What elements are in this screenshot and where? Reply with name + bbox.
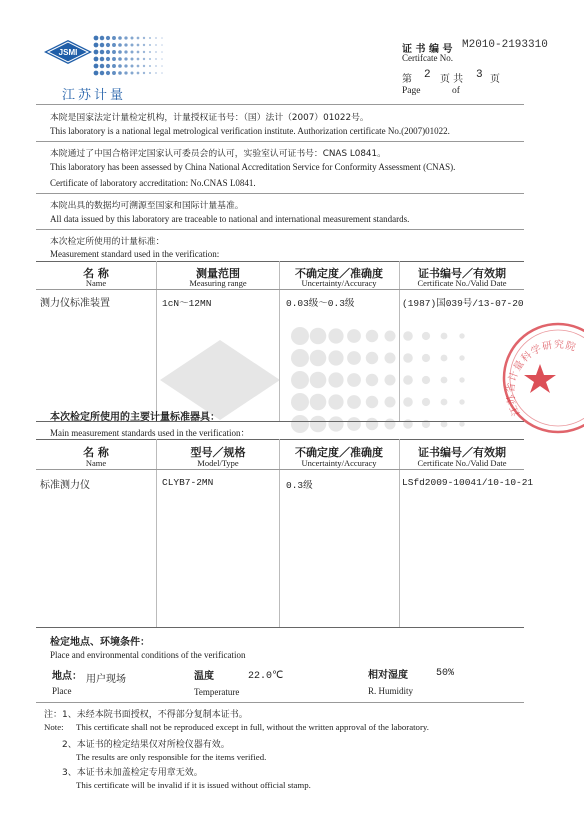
- of-label-en: of: [452, 86, 460, 96]
- conditions-title-en: Place and environmental conditions of the verification: [50, 650, 246, 660]
- statement-3-cn: 本院出具的数据均可溯源至国家和国际计量基准。: [50, 201, 244, 211]
- standard-section-title-cn: 本次检定所使用的计量标准：: [50, 237, 165, 247]
- note-2-cn: 2、本证书的检定结果仅对所检仪器有效。: [62, 740, 230, 750]
- stamp-star-icon: [524, 364, 556, 393]
- official-stamp: [496, 318, 584, 442]
- note-3-cn: 3、本证书未加盖检定专用章无效。: [62, 768, 203, 778]
- standard-col-cert-en: Certificate No./Valid Date: [417, 278, 507, 288]
- page-label-cn-3: 页: [490, 74, 500, 85]
- statement-2-en2: Certificate of laboratory accreditation: No.CNAS L0841.: [50, 178, 256, 188]
- place-label-cn: 地点：: [52, 671, 82, 682]
- cert-no-label-cn: 证 书 编 号: [402, 44, 453, 55]
- instrument-col-uncertainty-cn: 不确定度／准确度: [295, 446, 383, 459]
- standard-col-range-cn: 测量范围: [196, 267, 240, 280]
- table-cell: LSfd2009-10041/10-10-21: [402, 477, 534, 488]
- statement-rule: [36, 193, 524, 194]
- place-value: 用户现场: [86, 674, 126, 685]
- logo-dot-grid-icon: [94, 36, 163, 76]
- table-cell: CLYB7-2MN: [162, 477, 214, 488]
- instrument-col-cert-en: Certificate No./Valid Date: [417, 458, 507, 468]
- statement-2-en: This laboratory has been assessed by China National Accreditation Service for Conformity Assessment (CNAS).: [50, 162, 456, 172]
- page-label-cn-2: 页 共: [440, 74, 464, 85]
- temperature-value: 22.0℃: [248, 671, 284, 682]
- standard-section-title-en: Measurement standard used in the verification:: [50, 249, 220, 259]
- page-label-en: Page: [402, 86, 421, 96]
- standard-col-uncertainty-en: Uncertainty/Accuracy: [301, 278, 377, 288]
- note-3-en: This certificate will be invalid if it is issued without official stamp.: [76, 780, 311, 790]
- conditions-title-cn: 检定地点、环境条件：: [50, 637, 150, 648]
- humidity-label-cn: 相对湿度: [368, 670, 408, 681]
- stamp-text: 江苏省计量科学研究院: [505, 339, 578, 418]
- note-label-cn: 注：: [44, 710, 63, 720]
- instrument-section-title-en: Main measurement standards used in the verification：: [50, 428, 250, 438]
- humidity-label-en: R. Humidity: [368, 686, 414, 696]
- statement-rule: [36, 141, 524, 142]
- table-cell: 0.03级～0.3级: [286, 298, 355, 309]
- cert-no-value: M2010-2193310: [462, 39, 548, 51]
- conditions-bottom-rule: [36, 702, 524, 703]
- standard-header-rule: [36, 289, 524, 290]
- page-number: 2: [424, 69, 431, 81]
- statement-2-cn: 本院通过了中国合格评定国家认可委员会的认可，实验室认可证书号：CNAS L0841。: [50, 149, 386, 159]
- temperature-label-en: Temperature: [194, 687, 240, 697]
- humidity-value: 50%: [436, 668, 455, 679]
- cert-no-label-en: Certifcate No.: [402, 53, 453, 63]
- org-name: 江苏计量: [62, 88, 127, 103]
- instrument-col-name-en: Name: [85, 458, 107, 468]
- table-cell: 标准测力仪: [40, 480, 90, 491]
- statement-3-en: All data issued by this laboratory are traceable to national and international measurement standards.: [50, 214, 410, 224]
- page-total: 3: [476, 69, 483, 81]
- instrument-col-model-cn: 型号／规格: [190, 446, 246, 459]
- note-1-en: This certificate shall not be reproduced except in full, without the written approval of the laboratory.: [76, 722, 429, 732]
- note-label-en: Note:: [44, 722, 64, 732]
- instrument-col-cert-cn: 证书编号／有效期: [418, 446, 506, 459]
- note-2-en: The results are only responsible for the items verified.: [76, 752, 267, 762]
- instrument-col-uncertainty-en: Uncertainty/Accuracy: [301, 458, 377, 468]
- standard-col-range-en: Measuring range: [189, 278, 247, 288]
- instrument-col-name-cn: 名 称: [83, 446, 109, 459]
- standard-col-name-en: Name: [85, 278, 107, 288]
- instrument-table-bottom-rule: [36, 627, 524, 628]
- table-cell: 0.3级: [286, 480, 313, 491]
- table-cell: 1cN～12MN: [162, 298, 212, 309]
- statement-1-en: This laboratory is a national legal metrological verification institute. Authorization certificate No.(2007)01022.: [50, 126, 450, 136]
- standard-col-cert-cn: 证书编号／有效期: [418, 267, 506, 280]
- table-cell: (1987)国039号/13-07-20: [402, 298, 524, 309]
- standard-col-uncertainty-cn: 不确定度／准确度: [295, 267, 383, 280]
- statement-1-cn: 本院是国家法定计量检定机构，计量授权证书号：（国）法计（2007）01022号。: [50, 113, 369, 123]
- statement-rule: [36, 229, 524, 230]
- note-1-cn: 1、未经本院书面授权，不得部分复制本证书。: [62, 710, 248, 720]
- instrument-header-rule: [36, 469, 524, 470]
- instrument-col-model-en: Model/Type: [197, 458, 239, 468]
- table-cell: 测力仪标准装置: [40, 298, 110, 309]
- instrument-section-title-cn: 本次检定所使用的主要计量标准器具：: [50, 412, 220, 423]
- temperature-label-cn: 温度: [194, 671, 214, 682]
- logo-text: JSMI: [58, 48, 78, 57]
- header-rule: [36, 104, 524, 105]
- page-label-cn-1: 第: [402, 74, 412, 85]
- standard-col-name-cn: 名 称: [83, 267, 109, 280]
- instrument-table: [36, 439, 534, 627]
- place-label-en: Place: [52, 686, 72, 696]
